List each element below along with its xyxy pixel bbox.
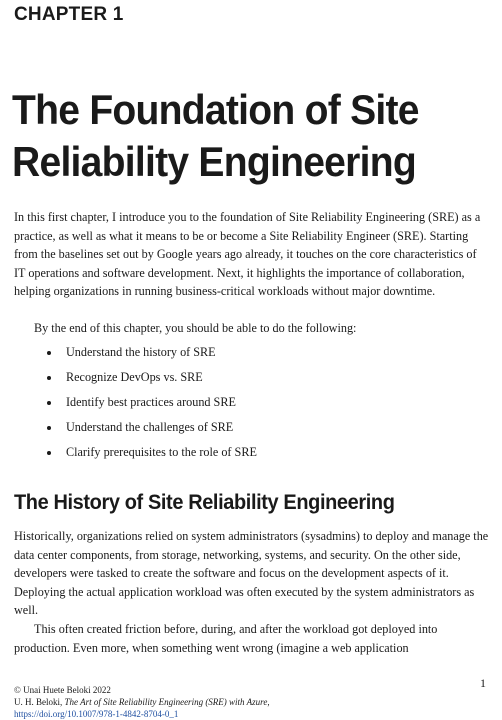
bullet-icon: [47, 401, 51, 405]
page-number: 1: [480, 676, 486, 690]
intro-paragraph-2: By the end of this chapter, you should be able to do the following:: [34, 321, 357, 335]
bullet-icon: [47, 451, 51, 455]
chapter-label: CHAPTER 1: [14, 4, 124, 25]
list-item: [14, 393, 484, 418]
section-paragraph-2: This often created friction before, during, and after the workload got deployed into production. Even more, when something went wrong (imagine a web application: [14, 622, 438, 655]
list-item-text: Understand the history of SRE: [66, 345, 216, 359]
list-item-text: Understand the challenges of SRE: [66, 420, 234, 434]
list-item: [14, 443, 484, 468]
bullet-icon: [47, 376, 51, 380]
section-heading: The History of Site Reliability Engineering: [14, 491, 395, 514]
citation: [14, 696, 484, 708]
bullet-icon: [47, 426, 51, 430]
doi-link[interactable]: https://doi.org/10.1007/978-1-4842-8704-0_1: [14, 709, 179, 719]
list-item: [14, 343, 484, 368]
section-paragraph-1: Historically, organizations relied on system administrators (sysadmins) to deploy and manage the data center components, from storage, networking, systems, and security. On the other side, developers were tasked to create the software and focus on the development aspects of it. Deploying the actual application workload was often executed by the system administrators as well.: [14, 529, 489, 617]
list-item-text: Recognize DevOps vs. SRE: [66, 370, 203, 384]
copyright-notice: © Unai Huete Beloki 2022: [14, 685, 111, 695]
citation-book-title: The Art of Site Reliability Engineering (SRE) with Azure: [64, 697, 268, 707]
footer: [14, 684, 484, 720]
bullet-icon: [47, 351, 51, 355]
list-item: [14, 418, 484, 443]
citation-authors: U. H. Beloki,: [14, 697, 65, 707]
list-item-text: Clarify prerequisites to the role of SRE: [66, 445, 257, 459]
list-item-text: Identify best practices around SRE: [66, 395, 236, 409]
objectives-list: [14, 343, 484, 468]
list-item: [14, 368, 484, 393]
chapter-title: The Foundation of Site Reliability Engineering: [12, 86, 419, 185]
citation-suffix: ,: [267, 697, 270, 707]
intro-paragraph-1: In this first chapter, I introduce you to the foundation of Site Reliability Engineering (SRE) as a practice, as well as what it means to be or become a Site Reliability Engineer (SRE). Starting from the baselines set out by Google years ago already, it touches on the core characteristics of IT operations and software development. Next, it highlights the importance of collaboration, helping organizations in running business-critical workloads without major downtime.: [14, 210, 481, 298]
